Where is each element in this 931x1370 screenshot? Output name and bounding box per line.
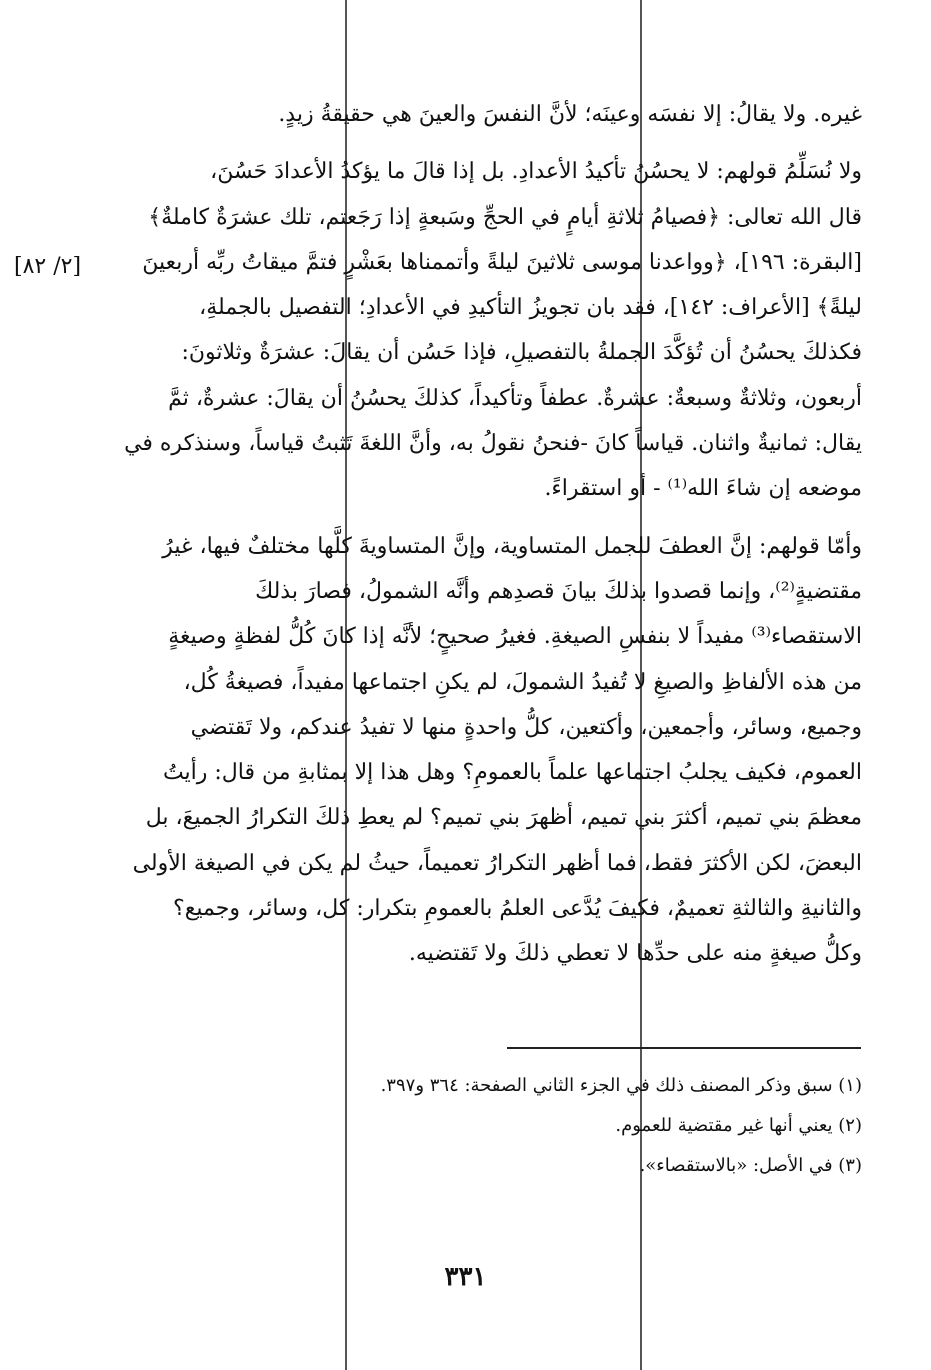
footnote-3: (٣) في الأصل: «بالاستقصاء».: [639, 1155, 862, 1176]
text-line: يقال: ثمانيةٌ واثنان. قياساً كانَ -فنحنُ نقولُ به، وأنَّ اللغةَ تَثبتُ قياساً، وسنذكره في: [124, 431, 862, 457]
footnotes: [200, 1066, 862, 1186]
text-line: والثانيةِ والثالثةِ تعميمٌ، فكيفَ يُدَّعى العلمُ بالعمومِ بتكرار: كل، وسائر، وجميع؟: [173, 896, 862, 922]
page-number: ٣٣١: [444, 1262, 487, 1292]
paragraph-1: [78, 92, 862, 137]
footnote-2: (٢) يعني أنها غير مقتضية للعموم.: [615, 1115, 862, 1136]
text-line: مقتضيةٍ⁽²⁾، وإنما قصدوا بذلكَ بيانَ قصدِهم وأنَّه الشمولُ، فصارَ بذلكَ: [255, 578, 862, 604]
text-line: غيره. ولا يقالُ: إلا نفسَه وعينَه؛ لأنَّ النفسَ والعينَ هي حقيقةُ زيدٍ.: [278, 102, 862, 127]
paragraph-2: [78, 149, 862, 511]
text-line: من هذه الألفاظِ والصيغِ لا تُفيدُ الشمولَ، لم يكنِ اجتماعها مفيداً، فصيغةُ كُل،: [183, 669, 862, 695]
text-line: أربعون، وثلاثةٌ وسبعةٌ: عشرةٌ. عطفاً وتأكيداً، كذلكَ يحسُنُ أن يقالَ: عشرةٌ، ثمَّ: [168, 385, 862, 411]
paragraph-3: [78, 524, 862, 977]
text-line: البعضَ، لكن الأكثرَ فقط، فما أظهر التكرارُ تعميماً، حيثُ لم يكن في الصيغة الأولى: [132, 850, 862, 876]
text-line: وأمّا قولهم: إنَّ العطفَ للجمل المتساوية، وإنَّ المتساويةَ كلَّها مختلفٌ فيها، غيرُ: [162, 533, 862, 559]
text-line: ولا نُسَلِّمُ قولهم: لا يحسُنُ تأكيدُ الأعدادِ. بل إذا قالَ ما يؤكدُ الأعدادَ حَسُنَ،: [210, 159, 862, 185]
footnote-separator: [507, 1047, 861, 1049]
text-line: معظمَ بني تميم، أكثرَ بني تميم، أظهرَ بني تميم؟ لم يعطِ ذلكَ التكرارُ الجميعَ، بل: [145, 805, 862, 831]
text-line: ليلةً﴾ [الأعراف: ١٤٢]، فقد بان تجويزُ التأكيدِ في الأعدادِ؛ التفصيل بالجملةِ،: [199, 295, 862, 321]
text-line: فكذلكَ يحسُنُ أن تُؤكَّدَ الجملةُ بالتفصيلِ، فإذا حَسُن أن يقالَ: عشرَةٌ وثلاثونَ:: [181, 340, 862, 366]
text-line: العموم، فكيف يجلبُ اجتماعها علماً بالعمومِ؟ وهل هذا إلا بمثابةِ من قال: رأيتُ: [162, 760, 862, 786]
text-line: الاستقصاء⁽³⁾ مفيداً لا بنفسِ الصيغةِ. فغيرُ صحيحٍ؛ لأنَّه إذا كانَ كُلُّ لفظةٍ وصيغةٍ: [168, 624, 862, 650]
footnote-1: (١) سبق وذكر المصنف ذلك في الجزء الثاني الصفحة: ٣٦٤ و٣٩٧.: [380, 1075, 862, 1096]
text-line: وكلُّ صيغةٍ منه على حدِّها لا تعطي ذلكَ ولا تَقتضيه.: [408, 941, 862, 967]
text-line: [البقرة: ١٩٦]، ﴿وواعدنا موسى ثلاثينَ ليلةً وأتممناها بعَشْرٍ فتمَّ ميقاتُ ربِّه أربعينَ: [142, 249, 862, 275]
original-page-marker: [٢/ ٨٢]: [14, 254, 82, 279]
text-line: موضعه إن شاءَ الله⁽¹⁾ - أو استقراءً.: [544, 476, 862, 502]
main-text: [78, 92, 862, 977]
text-line: وجميع، وسائر، وأجمعين، وأكتعين، كلُّ واحدةٍ منها لا تفيدُ عندكم، ولا تَقتضي: [190, 714, 862, 740]
text-line: قال الله تعالى: ﴿فصيامُ ثلاثةِ أيامٍ في الحجِّ وسَبعةٍ إذا رَجَعتم، تلك عشرَةٌ كاملةٌ﴾: [148, 204, 862, 230]
